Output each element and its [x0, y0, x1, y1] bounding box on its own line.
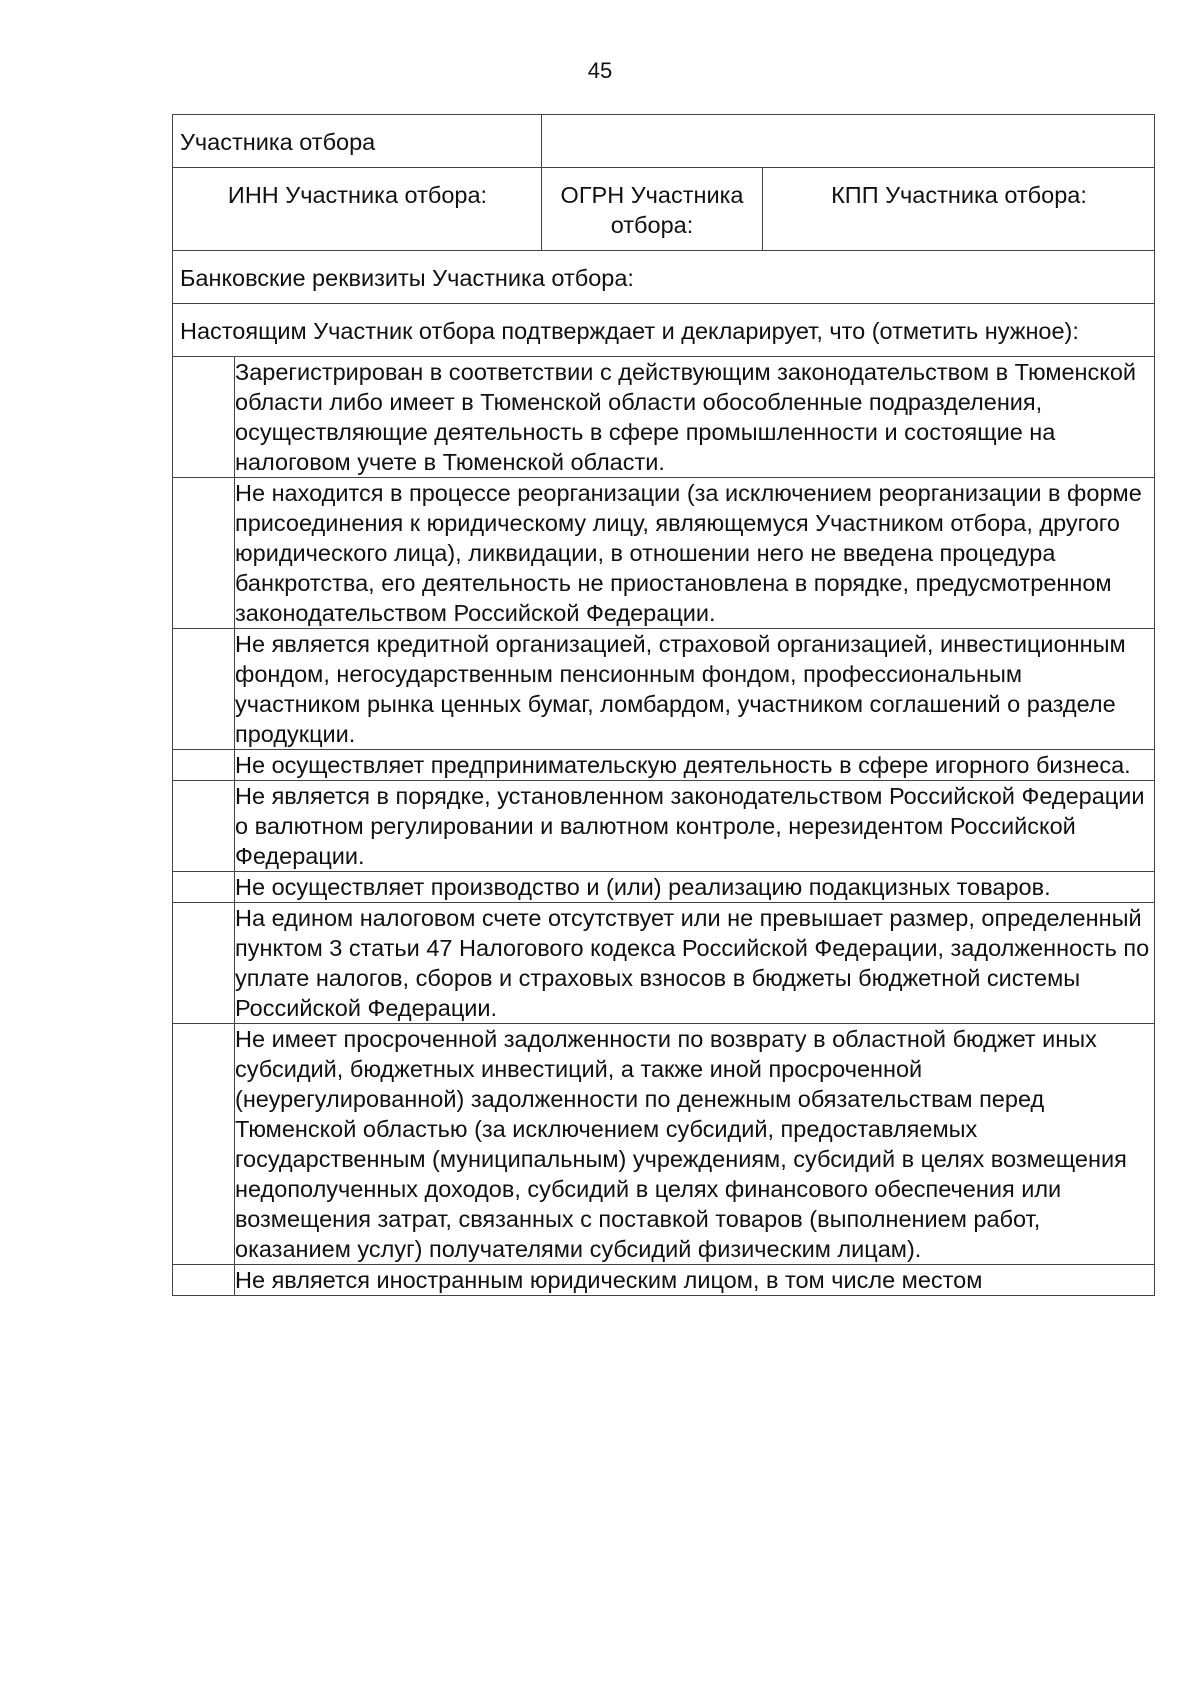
declaration-text: Не является кредитной организацией, страховой организацией, инвестиционным фондом, негосударственным пенсионным фондом, профессиональным участником рынка ценных бумаг, ломбардом, участником соглашений о разделе продукции.: [235, 629, 1155, 750]
declaration-text: Зарегистрирован в соответствии с действующим законодательством в Тюменской области либо имеет в Тюменской области обособленные подразделения, осуществляющие деятельность в сфере промышленности и состоящие на налоговом учете в Тюменской области.: [235, 357, 1155, 478]
declaration-checkbox[interactable]: [173, 1024, 235, 1265]
declaration-checkbox[interactable]: [173, 750, 235, 781]
declaration-row: [173, 1024, 1155, 1265]
inn-field[interactable]: ИНН Участника отбора:: [173, 168, 542, 251]
registration-ids-row: [173, 168, 1155, 251]
declaration-row: [173, 1265, 1155, 1296]
declaration-checkbox[interactable]: [173, 903, 235, 1024]
declaration-row: [173, 478, 1155, 629]
declaration-row: [173, 872, 1155, 903]
kpp-field[interactable]: КПП Участника отбора:: [763, 168, 1155, 251]
declaration-row: [173, 629, 1155, 750]
declaration-text: Не осуществляет производство и (или) реализацию подакцизных товаров.: [235, 872, 1155, 903]
declaration-intro-row: [173, 304, 1155, 357]
declaration-intro: Настоящим Участник отбора подтверждает и декларирует, что (отметить нужное):: [173, 304, 1155, 357]
declaration-text: На едином налоговом счете отсутствует или не превышает размер, определенный пунктом 3 статьи 47 Налогового кодекса Российской Федерации, задолженность по уплате налогов, сборов и страховых взносов в бюджеты бюджетной системы Российской Федерации.: [235, 903, 1155, 1024]
declaration-text: Не имеет просроченной задолженности по возврату в областной бюджет иных субсидий, бюджетных инвестиций, а также иной просроченной (неурегулированной) задолженности по денежным обязательствам перед Тюменской областью (за исключением субсидий, предоставляемых государственным (муниципальным) учреждениям, субсидий в целях возмещения недополученных доходов, субсидий в целях финансового обеспечения или возмещения затрат, связанных с поставкой товаров (выполнением работ, оказанием услуг) получателями субсидий физическим лицам).: [235, 1024, 1155, 1265]
bank-details-row: [173, 251, 1155, 304]
participant-form-table: [172, 114, 1155, 1296]
participant-name-row: [173, 115, 1155, 168]
bank-details-field[interactable]: Банковские реквизиты Участника отбора:: [173, 251, 1155, 304]
declaration-text: Не является иностранным юридическим лицом, в том числе местом: [235, 1265, 1155, 1296]
declaration-checkbox[interactable]: [173, 1265, 235, 1296]
declaration-text: Не осуществляет предпринимательскую деятельность в сфере игорного бизнеса.: [235, 750, 1155, 781]
declaration-row: [173, 750, 1155, 781]
declaration-checkbox[interactable]: [173, 781, 235, 872]
ogrn-field[interactable]: ОГРН Участника отбора:: [542, 168, 763, 251]
participant-value-field[interactable]: [542, 115, 1155, 168]
declaration-checkbox[interactable]: [173, 357, 235, 478]
page-number: 45: [587, 58, 613, 83]
participant-label: Участника отбора: [173, 115, 542, 168]
declaration-row: [173, 781, 1155, 872]
declaration-text: Не является в порядке, установленном законодательством Российской Федерации о валютном регулировании и валютном контроле, нерезидентом Российской Федерации.: [235, 781, 1155, 872]
declaration-checkbox[interactable]: [173, 629, 235, 750]
declaration-text: Не находится в процессе реорганизации (за исключением реорганизации в форме присоединения к юридическому лицу, являющемуся Участником отбора, другого юридического лица), ликвидации, в отношении него не введена процедура банкротства, его деятельность не приостановлена в порядке, предусмотренном законодательством Российской Федерации.: [235, 478, 1155, 629]
declaration-row: [173, 903, 1155, 1024]
declaration-row: [173, 357, 1155, 478]
declaration-checkbox[interactable]: [173, 872, 235, 903]
declaration-checkbox[interactable]: [173, 478, 235, 629]
